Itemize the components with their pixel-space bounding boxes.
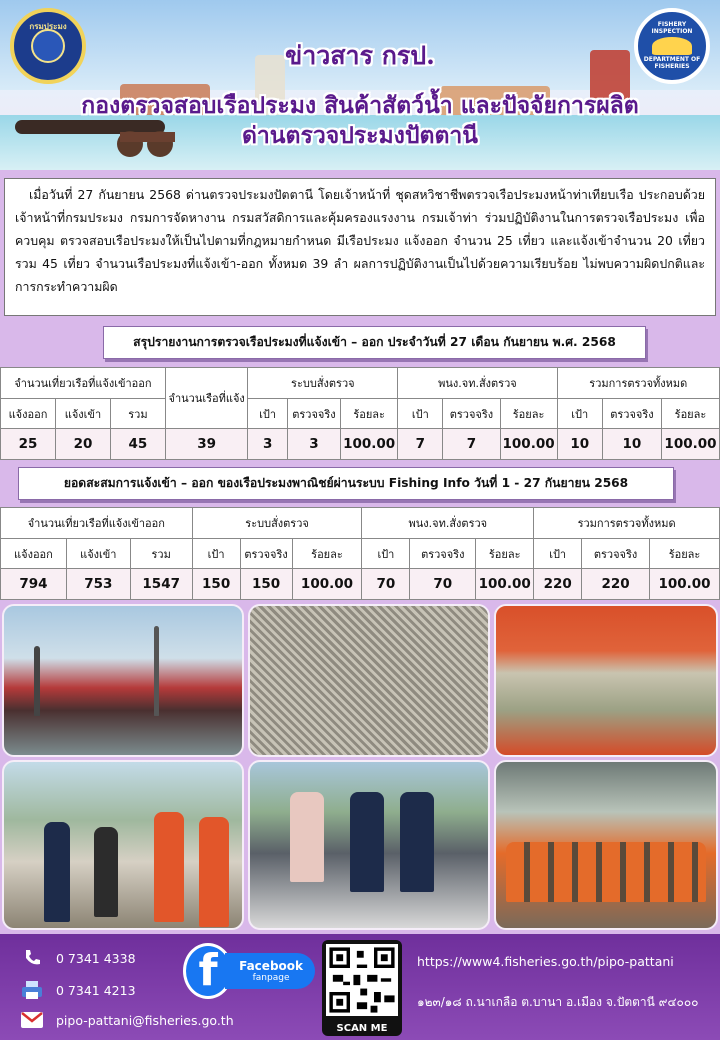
value-cell: 100.00 <box>476 569 534 600</box>
facebook-icon: f <box>183 943 233 999</box>
station-title: ด่านตรวจประมงปัตตานี <box>241 122 479 149</box>
sub-header: ตรวจจริง <box>602 399 661 429</box>
mail-icon <box>20 1010 44 1030</box>
header-total: รวมการตรวจทั้งหมด <box>557 368 719 399</box>
value-cell: 10 <box>602 429 661 460</box>
header-officer: พนง.จท.สั่งตรวจ <box>398 368 557 399</box>
sub-header: ร้อยละ <box>649 539 719 569</box>
division-title: กองตรวจสอบเรือประมง สินค้าสัตว์น้ำ และปัจจัยการผลิต <box>81 92 639 119</box>
header-trips: จำนวนเที่ยวเรือที่แจ้งเข้าออก <box>1 368 166 399</box>
dof-logo: กรมประมง <box>10 8 86 84</box>
sub-header: ตรวจจริง <box>443 399 500 429</box>
value-cell: 150 <box>240 569 292 600</box>
sub-header: ตรวจจริง <box>410 539 476 569</box>
value-cell: 100.00 <box>661 429 719 460</box>
cumulative-report-banner: ยอดสะสมการแจ้งเข้า – ออก ของเรือประมงพาณิชย์ผ่านระบบ Fishing Info วันที่ 1 - 27 กันยายน 2568 <box>18 467 674 500</box>
header-officer: พนง.จท.สั่งตรวจ <box>362 508 534 539</box>
value-cell: 7 <box>443 429 500 460</box>
sub-header: เป้า <box>398 399 443 429</box>
sub-header: เป้า <box>557 399 602 429</box>
header-banner <box>0 0 720 170</box>
sub-header: เป้า <box>192 539 240 569</box>
contact-fax: 0 7341 4213 <box>20 980 136 1000</box>
value-cell: 220 <box>534 569 582 600</box>
page-title: ข่าวสาร กรป. <box>285 41 435 70</box>
sub-header: ร้อยละ <box>661 399 719 429</box>
header-total: รวมการตรวจทั้งหมด <box>534 508 720 539</box>
website-link[interactable]: https://www4.fisheries.go.th/pipo-pattani <box>417 954 674 969</box>
value-cell: 794 <box>1 569 67 600</box>
daily-report-banner: สรุปรายงานการตรวจเรือประมงที่แจ้งเข้า – ออก ประจำวันที่ 27 เดือน กันยายน พ.ศ. 2568 <box>103 326 646 359</box>
photo-crew-group <box>494 760 718 930</box>
sub-header: เป้า <box>534 539 582 569</box>
phone-icon <box>20 948 44 968</box>
photo-fishing-boats <box>2 604 244 757</box>
sub-header: แจ้งออก <box>1 399 56 429</box>
contact-phone: 0 7341 4338 <box>20 948 136 968</box>
header-trips: จำนวนเที่ยวเรือที่แจ้งเข้าออก <box>1 508 193 539</box>
value-cell: 753 <box>66 569 130 600</box>
value-cell: 220 <box>582 569 650 600</box>
value-cell: 3 <box>287 429 340 460</box>
daily-report-table <box>0 367 720 460</box>
contact-email: pipo-pattani@fisheries.go.th <box>20 1010 234 1030</box>
value-cell: 39 <box>165 429 248 460</box>
value-cell: 7 <box>398 429 443 460</box>
sub-header: ร้อยละ <box>341 399 398 429</box>
qr-code-icon <box>326 944 398 1016</box>
photo-catch-container <box>494 604 718 757</box>
value-cell: 150 <box>192 569 240 600</box>
value-cell: 70 <box>410 569 476 600</box>
value-cell: 1547 <box>130 569 192 600</box>
photo-document-check <box>248 760 490 930</box>
fishery-inspection-logo: FISHERY INSPECTION DEPARTMENT OF FISHERIES <box>634 8 710 84</box>
fax-icon <box>20 980 44 1000</box>
sub-header: รวม <box>110 399 165 429</box>
value-cell: 25 <box>1 429 56 460</box>
header-system: ระบบสั่งตรวจ <box>192 508 362 539</box>
address: ๑๒๓/๑๘ ถ.นาเกลือ ต.บานา อ.เมือง จ.ปัตตานี ๙๔๐๐๐ <box>417 995 699 1009</box>
header-boats: จำนวนเรือที่แจ้ง <box>165 368 248 429</box>
qr-code[interactable]: SCAN ME <box>322 940 402 1036</box>
value-cell: 70 <box>362 569 410 600</box>
sub-header: แจ้งเข้า <box>55 399 110 429</box>
intro-paragraph: เมื่อวันที่ 27 กันยายน 2568 ด่านตรวจประมงปัตตานี โดยเจ้าหน้าที่ ชุดสหวิชาชีพตรวจเรือประมงหน้าท่าเทียบเรือ ประกอบด้วยเจ้าหน้าที่กรมประมง กรมการจัดหางาน กรมสวัสดิการและคุ้มครองแรงงาน กรมเจ้าท่า ร่วมปฏิบัติงานในการตรวจเรือประมง เพื่อควบคุม ตรวจสอบเรือประมงให้เป็นไปตามที่กฎหมายกำหนด มีเรือประมง แจ้งออก จำนวน 25 เที่ยว และแจ้งเข้าจำนวน 20 เที่ยว รวม 45 เที่ยว จำนวนเรือประมงที่แจ้งเข้า-ออก ทั้งหมด 39 ลำ ผลการปฏิบัติงานเป็นไปด้วยความเรียบร้อย ไม่พบความผิดปกติและการกระทำความผิด <box>4 178 716 316</box>
value-cell: 100.00 <box>341 429 398 460</box>
value-cell: 100.00 <box>500 429 557 460</box>
sub-header: ตรวจจริง <box>287 399 340 429</box>
sub-header: ร้อยละ <box>500 399 557 429</box>
facebook-fanpage-button[interactable]: f Facebook fanpage <box>183 942 315 1000</box>
value-cell: 45 <box>110 429 165 460</box>
sub-header: แจ้งเข้า <box>66 539 130 569</box>
sub-header: ตรวจจริง <box>240 539 292 569</box>
sub-header: ตรวจจริง <box>582 539 650 569</box>
value-cell: 100.00 <box>649 569 719 600</box>
sub-header: เป้า <box>362 539 410 569</box>
sub-header: เป้า <box>248 399 287 429</box>
header-system: ระบบสั่งตรวจ <box>248 368 398 399</box>
value-cell: 100.00 <box>292 569 362 600</box>
sub-header: แจ้งออก <box>1 539 67 569</box>
value-cell: 3 <box>248 429 287 460</box>
sub-header: ร้อยละ <box>476 539 534 569</box>
photo-inspection-team <box>2 760 244 930</box>
value-cell: 10 <box>557 429 602 460</box>
photo-fishing-net <box>248 604 490 757</box>
sub-header: ร้อยละ <box>292 539 362 569</box>
cumulative-report-table <box>0 507 720 600</box>
value-cell: 20 <box>55 429 110 460</box>
sub-header: รวม <box>130 539 192 569</box>
